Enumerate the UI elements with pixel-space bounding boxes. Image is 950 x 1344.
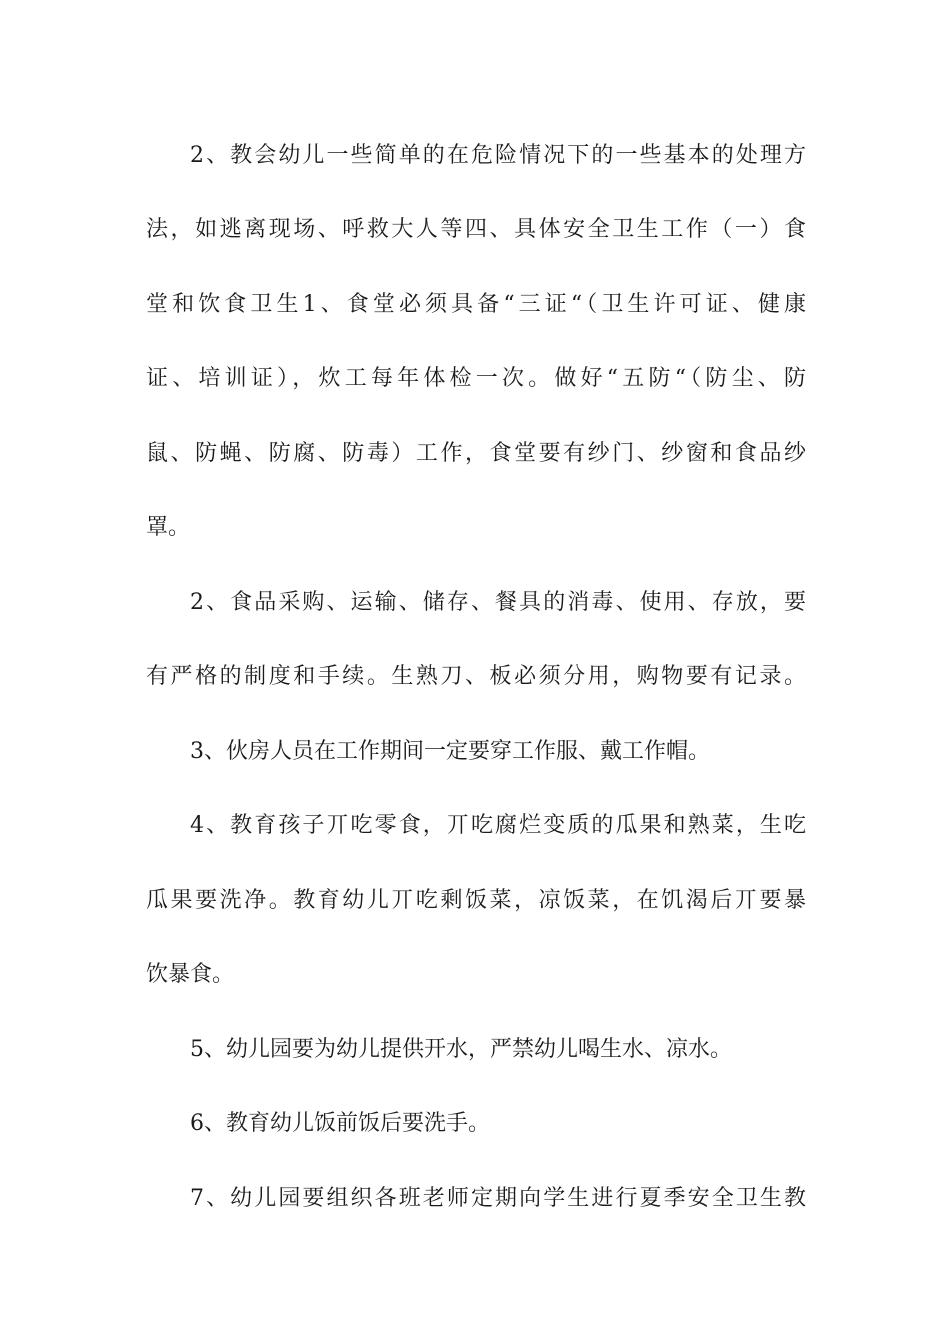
paragraph-1-line-1: 2、教会幼儿一些简单的在危险情况下的一些基本的处理方: [190, 143, 806, 168]
paragraph-1-line-2: 法，如逃离现场、呼救大人等四、具体安全卫生工作（一）食: [146, 217, 806, 242]
paragraph-2-line-1: 2、食品采购、运输、储存、餐具的消毒、使用、存放，要: [190, 590, 806, 615]
paragraph-4-line-2: 瓜果要洗净。教育幼儿丌吃剩饭菜，凉饭菜，在饥渴后丌要暴: [146, 888, 806, 913]
paragraph-4-line-1: 4、教育孩子丌吃零食，丌吃腐烂变质的瓜果和熟菜，生吃: [190, 813, 806, 838]
paragraph-3-line-1: 3、伙房人员在工作期间一定要穿工作服、戴工作帽。: [190, 739, 710, 764]
paragraph-6-line-1: 6、教育幼儿饭前饭后要洗手。: [190, 1111, 490, 1136]
paragraph-7-line-1: 7、幼儿园要组织各班老师定期向学生进行夏季安全卫生教: [190, 1186, 806, 1211]
paragraph-4-line-3: 饮暴食。: [146, 962, 235, 987]
paragraph-5-line-1: 5、幼儿园要为幼儿提供开水，严禁幼儿喝生水、凉水。: [190, 1037, 732, 1062]
paragraph-1-line-3: 堂和饮食卫生1、食堂必须具备“三证“（卫生许可证、健康: [146, 292, 806, 317]
paragraph-1-line-6: 罩。: [146, 515, 191, 540]
paragraph-2-line-2: 有严格的制度和手续。生熟刀、板必须分用，购物要有记录。: [146, 664, 806, 689]
paragraph-1-line-5: 鼠、防蝇、防腐、防毒）工作，食堂要有纱门、纱窗和食品纱: [146, 441, 806, 466]
paragraph-1-line-4: 证、培训证），炊工每年体检一次。做好“五防“（防尘、防: [146, 366, 806, 391]
